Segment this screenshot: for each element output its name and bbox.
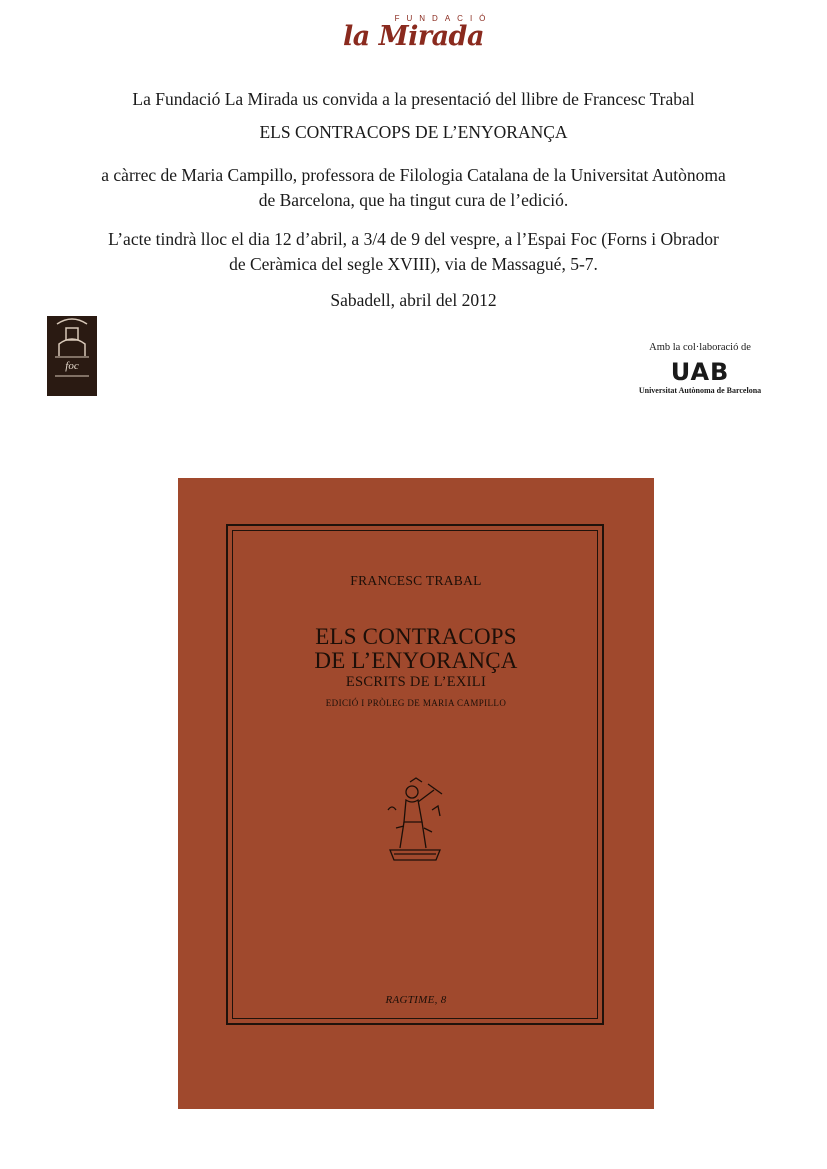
cover-title-line-2: DE L’ENYORANÇA: [314, 648, 518, 673]
logo-big-text: la Mirada: [343, 21, 484, 52]
logo-small-text: FUNDACIÓ: [394, 14, 493, 23]
uab-university-name: Universitat Autònoma de Barcelona: [638, 386, 762, 395]
invitation-line-1: La Fundació La Mirada us convida a la presentació del llibre de Francesc Trabal: [132, 89, 695, 109]
invitation-line-3a: a càrrec de Maria Campillo, professora de Filologia Catalana de la Universitat Autònoma: [101, 165, 726, 185]
collaboration-block: [600, 342, 800, 395]
invitation-line-3b: de Barcelona, que ha tingut cura de l’edició.: [258, 190, 569, 210]
fundacio-la-mirada-logo: [0, 14, 827, 52]
cover-illustration-icon: [380, 770, 450, 870]
invitation-book-title: ELS CONTRACOPS DE L’ENYORANÇA: [259, 122, 568, 142]
kiln-icon: [47, 316, 97, 396]
collaboration-label: Amb la col·laboració de: [649, 342, 751, 353]
foc-logo-text: foc: [65, 360, 79, 372]
cover-title-line-1: ELS CONTRACOPS: [315, 624, 517, 649]
cover-edition: EDICIÓ I PRÒLEG DE MARIA CAMPILLO: [325, 698, 507, 708]
book-cover: [178, 478, 654, 1109]
invitation-line-4b: de Ceràmica del segle XVIII), via de Massagué, 5-7.: [229, 254, 598, 274]
cover-author: FRANCESC TRABAL: [350, 573, 482, 588]
uab-logo: UAB: [670, 358, 730, 386]
invitation-place-date: Sabadell, abril del 2012: [330, 290, 497, 310]
cover-subtitle: ESCRITS DE L’EXILI: [345, 674, 487, 690]
espai-foc-logo: [47, 316, 97, 396]
cover-series: RAGTIME, 8: [385, 994, 447, 1006]
invitation-line-4a: L’acte tindrà lloc el dia 12 d’abril, a 3/4 de 9 del vespre, a l’Espai Foc (Forns i Obrador: [108, 229, 719, 249]
